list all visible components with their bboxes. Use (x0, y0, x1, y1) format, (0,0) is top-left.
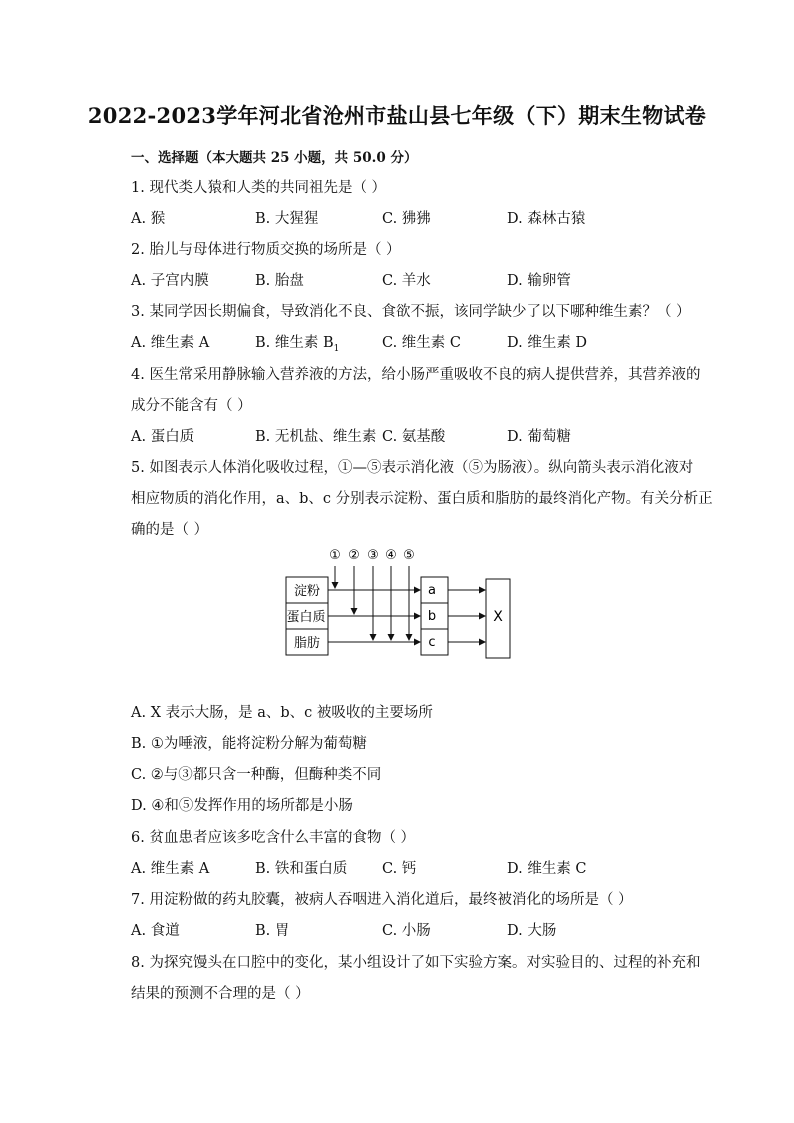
option-b: B. 大猩猩 (255, 211, 319, 227)
option-a: A. 子宫内膜 (131, 273, 209, 289)
substance-label-starch: 淀粉 (293, 584, 321, 599)
question-3: 3. 某同学因长期偏食，导致消化不良、食欲不振，该同学缺少了以下哪种维生素？（ ） (131, 304, 691, 320)
option-c: C. 维生素 C (382, 335, 461, 351)
option-a: A. 维生素 A (131, 861, 210, 877)
question-2-options (131, 269, 691, 291)
substance-label-fat: 脂肪 (293, 636, 321, 651)
question-1: 1. 现代类人猿和人类的共同祖先是（ ） (131, 180, 387, 196)
option-c: C. 狒狒 (382, 211, 431, 227)
question-5-option-a: A. X 表示大肠，是 a、b、c 被吸收的主要场所 (131, 705, 433, 721)
option-c: C. 羊水 (382, 273, 431, 289)
section-heading: 一、选择题（本大题共 25 小题，共 50.0 分） (131, 150, 418, 166)
question-5-line-2: 相应物质的消化作用，a、b、c 分别表示淀粉、蛋白质和脂肪的最终消化产物。有关分析正 (131, 491, 713, 507)
option-c: C. 氨基酸 (382, 429, 446, 445)
subscript: 1 (333, 343, 340, 354)
question-3-options (131, 331, 691, 353)
question-8-line-2: 结果的预测不合理的是（ ） (131, 986, 310, 1002)
circle-label-2: ② (348, 548, 360, 563)
option-c: C. 钙 (382, 861, 417, 877)
page-title: 2022-2023学年河北省沧州市盐山县七年级（下）期末生物试卷 (87, 103, 707, 128)
option-a: A. 食道 (131, 923, 180, 939)
question-5-option-d: D. ④和⑤发挥作用的场所都是小肠 (131, 798, 353, 814)
question-4-options (131, 425, 691, 447)
option-b: B. 铁和蛋白质 (255, 861, 348, 877)
question-5-line-3: 确的是（ ） (131, 522, 209, 538)
option-d: D. 葡萄糖 (507, 429, 571, 445)
option-d: D. 输卵管 (507, 273, 571, 289)
option-d: D. 大肠 (507, 923, 557, 939)
option-b: B. 无机盐、维生素 (255, 429, 377, 445)
circle-label-5: ⑤ (403, 548, 415, 563)
option-b: B. 胃 (255, 923, 290, 939)
circle-label-3: ③ (367, 548, 379, 563)
question-7-options (131, 919, 691, 941)
question-6: 6. 贫血患者应该多吃含什么丰富的食物（ ） (131, 830, 416, 846)
product-label-c: c (428, 635, 436, 650)
option-a: A. 蛋白质 (131, 429, 195, 445)
question-7: 7. 用淀粉做的药丸胶囊，被病人吞咽进入消化道后，最终被消化的场所是（ ） (131, 892, 633, 908)
question-5-option-c: C. ②与③都只含一种酶，但酶种类不同 (131, 767, 382, 783)
option-a: A. 猴 (131, 211, 166, 227)
circle-label-1: ① (329, 548, 341, 563)
question-6-options (131, 857, 691, 879)
option-d: D. 维生素 D (507, 335, 588, 351)
question-4-line-1: 4. 医生常采用静脉输入营养液的方法，给小肠严重吸收不良的病人提供营养，其营养液的 (131, 367, 701, 383)
option-d: D. 维生素 C (507, 861, 587, 877)
substance-label-protein: 蛋白质 (286, 610, 326, 625)
option-b: B. 维生素 $B_1$ (255, 335, 340, 354)
question-4-line-2: 成分不能含有（ ） (131, 398, 252, 414)
question-1-options (131, 207, 691, 229)
option-b: B. 胎盘 (255, 273, 304, 289)
digestion-diagram (280, 540, 520, 665)
question-2: 2. 胎儿与母体进行物质交换的场所是（ ） (131, 242, 401, 258)
option-a: A. 维生素 A (131, 335, 210, 351)
option-d: D. 森林古猿 (507, 211, 586, 227)
product-label-b: b (427, 609, 437, 624)
question-8-line-1: 8. 为探究馒头在口腔中的变化，某小组设计了如下实验方案。对实验目的、过程的补充和 (131, 955, 701, 971)
circle-label-4: ④ (385, 548, 397, 563)
question-5-option-b: B. ①为唾液，能将淀粉分解为葡萄糖 (131, 736, 367, 752)
target-label-x: X (493, 609, 503, 625)
option-c: C. 小肠 (382, 923, 431, 939)
question-5-line-1: 5. 如图表示人体消化吸收过程，①—⑤表示消化液（⑤为肠液）。纵向箭头表示消化液对 (131, 460, 694, 476)
product-label-a: a (428, 583, 436, 598)
